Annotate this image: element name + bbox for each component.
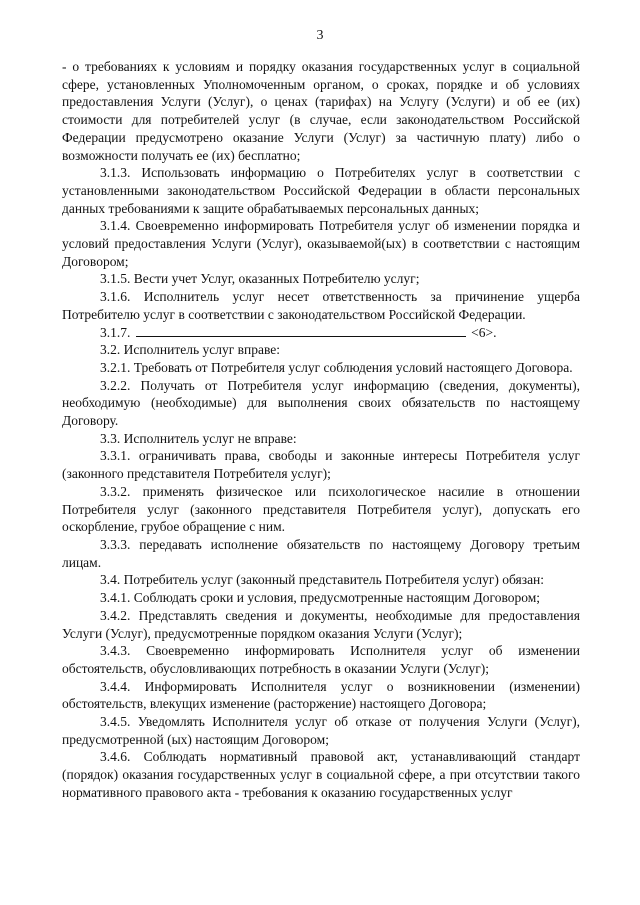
paragraph: 3.3. Исполнитель услуг не вправе: — [100, 430, 297, 446]
paragraph: 3.4.3. Своевременно информировать Исполнителя услуг об изменении обстоятельств, обусловливающих потребность в оказании Услуги (Услуг); — [62, 643, 580, 676]
paragraph: 3.4.6. Соблюдать нормативный правовой акт, устанавливающий стандарт (порядок) оказания государственных услуг в социальной сфере, а при отсутствии такого нормативного правового акта - требования к оказанию государственных услуг — [62, 749, 580, 800]
paragraph: 3.2. Исполнитель услуг вправе: — [100, 342, 281, 358]
blank-item-footnote: <6>. — [471, 324, 497, 340]
paragraph: 3.4.4. Информировать Исполнителя услуг о возникновении (изменении) обстоятельств, влекущих изменение (расторжение) настоящего Договора; — [62, 678, 580, 712]
page-number: 3 — [316, 28, 324, 43]
paragraph: 3.4.1. Соблюдать сроки и условия, предусмотренные настоящим Договором; — [100, 590, 541, 606]
paragraph: 3.4.5. Уведомлять Исполнителя услуг об отказе от получения Услуги (Услуг), предусмотренной (ых) настоящим Договором; — [62, 714, 580, 747]
blank-item-number: 3.1.7. — [100, 324, 131, 340]
paragraph: 3.1.4. Своевременно информировать Потребителя услуг об изменении порядка и условий предоставления Услуги (Услуг), оказываемой(ых) в соответствии с настоящим Договором; — [62, 218, 580, 269]
paragraph: 3.2.2. Получать от Потребителя услуг информацию (сведения, документы), необходимую (необходимые) для выполнения своих обязательств по настоящему Договору. — [62, 377, 580, 429]
paragraph: 3.1.3. Использовать информацию о Потребителях услуг в соответствии с установленными законодательством Российской Федерации в области персональных данных требованиями к защите обрабатываемых персональных данных; — [62, 165, 580, 216]
paragraph: 3.3.3. передавать исполнение обязательств по настоящему Договору третьим лицам. — [62, 536, 580, 570]
blank-fill-line — [136, 325, 466, 337]
paragraph: - о требованиях к условиям и порядку оказания государственных услуг в социальной сфере, установленных Уполномоченным органом, о сроках, порядке и об условиях предоставления Услуги (Услуг), о ценах (тарифах) на Услугу (Услуги) и об ее (их) стоимости для потребителей услуг (в случае, если законодательством Российской Федерации предусмотрено оказание Услуги (Услуг) за частичную плату) либо о возможности получать ее (их) бесплатно; — [62, 59, 580, 163]
paragraph: 3.3.2. применять физическое или психологическое насилие в отношении Потребителя услуг (законного представителя Потребителя услуг), допускать его оскорбление, грубое обращение с ним. — [62, 483, 580, 535]
blank-item-paragraph — [62, 324, 580, 342]
paragraph: 3.1.6. Исполнитель услуг несет ответственность за причинение ущерба Потребителю услуг в соответствии с законодательством Российской Федерации. — [62, 289, 580, 322]
paragraph: 3.3.1. ограничивать права, свободы и законные интересы Потребителя услуг (законного представителя Потребителя услуг); — [62, 448, 580, 482]
paragraph: 3.2.1. Требовать от Потребителя услуг соблюдения условий настоящего Договора. — [100, 359, 573, 375]
paragraph: 3.4. Потребитель услуг (законный представитель Потребителя услуг) обязан: — [100, 572, 545, 588]
paragraph: 3.1.5. Вести учет Услуг, оказанных Потребителю услуг; — [100, 271, 420, 287]
paragraph: 3.4.2. Представлять сведения и документы, необходимые для предоставления Услуги (Услуг), предусмотренные порядком оказания Услуги (Услуг); — [62, 607, 580, 641]
document-body — [62, 58, 580, 802]
